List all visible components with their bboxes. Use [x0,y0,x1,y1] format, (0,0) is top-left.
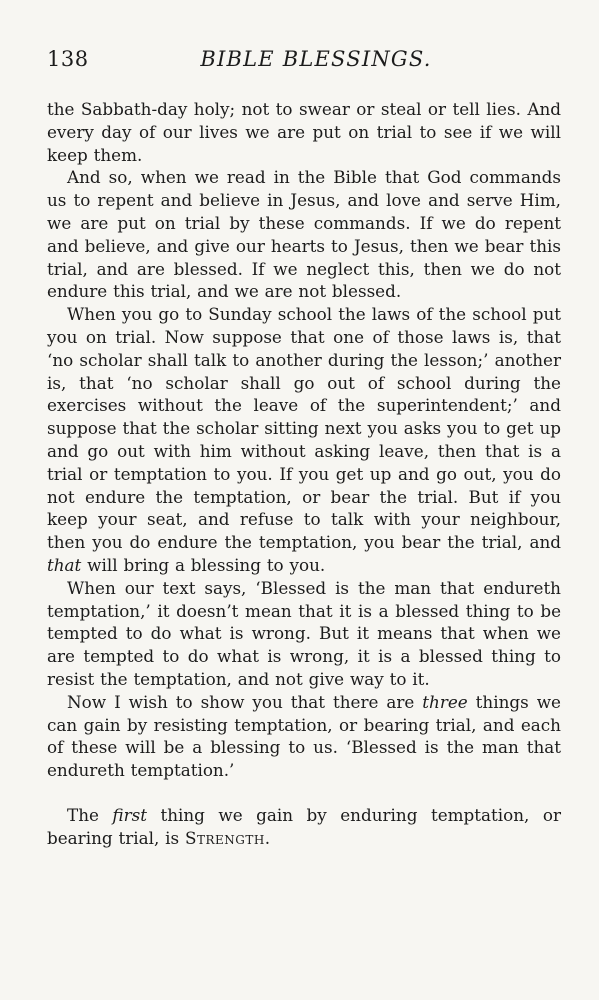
paragraph-three-things [47,691,561,782]
page-header [47,42,561,76]
running-title: BIBLE BLESSINGS. [200,47,432,71]
paragraph-first-thing [47,804,561,850]
paragraph-continuation: the Sabbath-day holy; not to swear or steal or tell lies. And every day of our lives we are put on trial to see if we will keep them. [47,99,561,165]
paragraph-text: thing we gain by enduring temptation, or bearing trial, is [47,804,561,848]
page-body [47,98,561,850]
emphasis-text: that [47,554,82,575]
page-number: 138 [47,47,89,71]
paragraph-text: Now I wish to show you that there are [67,691,423,712]
paragraph-text: things we can gain by resisting temptation, or bearing trial, and each of these will be a blessing to us. ‘Blessed is the man that endureth temptation.’ [47,691,561,781]
emphasis-text: three [422,691,468,712]
paragraph-text: When you go to Sunday school the laws of the school put you on trial. Now suppose that one of those laws is, that ‘no scholar shall talk to another during the lesson;’ another is, that ‘no scholar shall go out of school during the exercises without the leave of the superintendent;’ and suppose that the scholar sitting next you asks you to get up and go out with him without asking leave, then that is a trial or temptation to you. If you get up and go out, you do not endure the temptation, or bear the trial. But if you keep your seat, and refuse to talk with your neighbour, then you do endure the temptation, you bear the trial, and [47,304,561,553]
paragraph-text: The [67,804,113,825]
small-caps-text: Strength. [184,827,271,848]
paragraph-sunday-school [47,303,561,577]
emphasis-text: first [112,804,147,825]
book-page [47,42,561,850]
paragraph-commands: And so, when we read in the Bible that God commands us to repent and believe in Jesus, and love and serve Him, we are put on trial by these commands. If we do repent and believe, and give our hearts to Jesus, then we bear this trial, and are blessed. If we neglect this, then we do not endure this trial, and we are not blessed. [47,167,561,302]
paragraph-text-meaning: When our text says, ‘Blessed is the man that endureth temptation,’ it doesn’t mean that it is a blessed thing to be tempted to do what is wrong. But it means that when we are tempted to do what is wrong, it is a blessed thing to resist the temptation, and not give way to it. [47,577,561,689]
paragraph-text: will bring a blessing to you. [81,554,326,575]
